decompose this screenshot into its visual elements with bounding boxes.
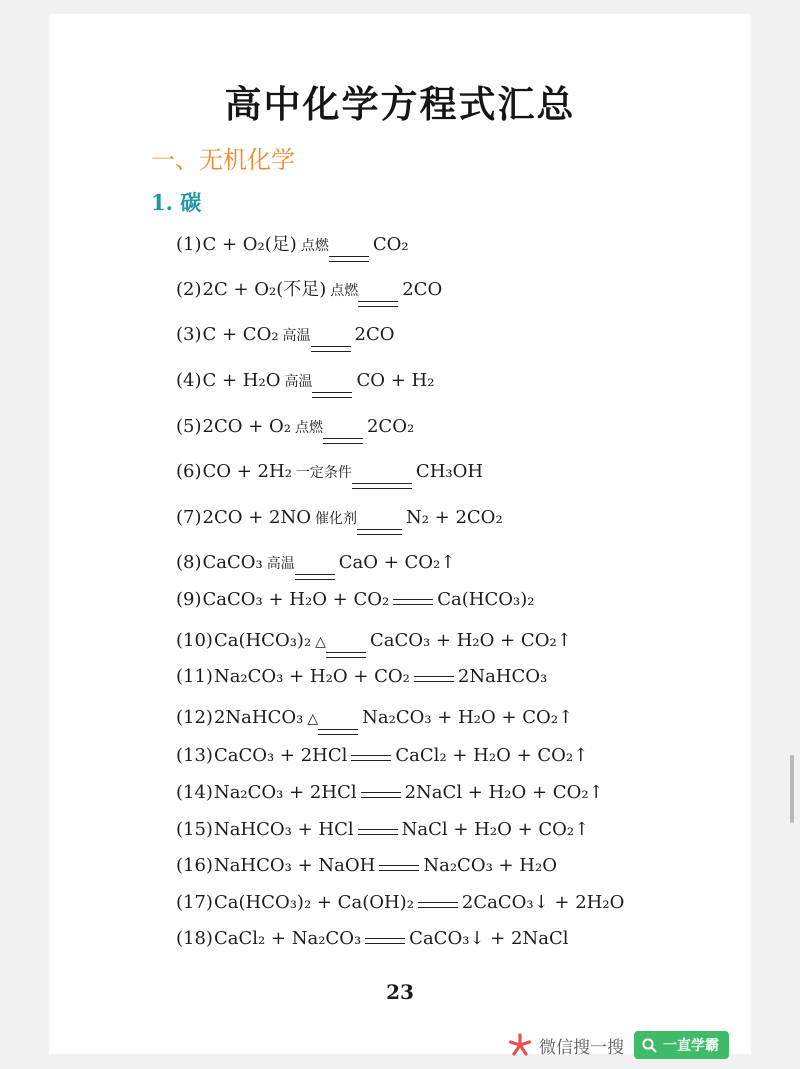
reaction-sign — [267, 549, 335, 577]
equation-row — [176, 663, 547, 691]
equation-number: (6) — [176, 461, 202, 482]
equation-reactants: CO + 2H₂ — [202, 461, 292, 482]
document-page — [49, 14, 751, 1054]
reaction-condition: 点燃 — [330, 283, 359, 299]
reaction-sign — [296, 458, 412, 486]
double-line-sign — [418, 902, 458, 908]
reaction-sign — [307, 704, 358, 732]
reaction-sign — [301, 231, 369, 259]
equation-row — [176, 627, 572, 655]
equation-reactants: NaHCO₃ + NaOH — [213, 855, 376, 876]
equation-reactants: CaCO₃ + H₂O + CO₂ — [202, 589, 390, 610]
equation-number: (1) — [176, 234, 202, 255]
reaction-condition: 催化剂 — [314, 511, 357, 527]
wechat-search-logo-icon — [507, 1032, 533, 1058]
equation-products: Na₂CO₃ + H₂O — [423, 855, 557, 876]
reaction-sign — [315, 504, 402, 532]
equation-row — [176, 925, 569, 953]
double-line-sign — [351, 755, 391, 761]
equation-number: (10) — [176, 630, 213, 651]
equation-number: (4) — [176, 370, 202, 391]
search-account-label: 一直学霸 — [663, 1038, 719, 1054]
double-line-sign — [312, 392, 352, 398]
double-line-sign — [357, 529, 402, 535]
equation-reactants: C + CO₂ — [202, 324, 279, 345]
wechat-search-watermark — [507, 1029, 729, 1061]
equation-reactants: Na₂CO₃ + H₂O + CO₂ — [213, 666, 410, 687]
search-account-button[interactable] — [634, 1031, 729, 1059]
equation-row — [176, 321, 395, 349]
equation-row — [176, 276, 442, 304]
equation-products: CaO + CO₂↑ — [338, 552, 456, 573]
double-line-sign — [352, 483, 412, 489]
equation-row — [176, 704, 573, 732]
equation-products: 2CO — [402, 279, 443, 300]
equation-reactants: CaCl₂ + Na₂CO₃ — [213, 928, 362, 949]
watermark-text: 微信搜一搜 — [539, 1037, 624, 1058]
equation-products: Ca(HCO₃)₂ — [437, 589, 535, 610]
equation-products: 2CaCO₃↓ + 2H₂O — [461, 892, 625, 913]
equation-products: CO + H₂ — [356, 370, 435, 391]
equation-row — [176, 779, 604, 807]
equation-reactants: 2CO + O₂ — [202, 416, 291, 437]
equation-products: NaCl + H₂O + CO₂↑ — [401, 819, 590, 840]
equation-products: CaCO₃↓ + 2NaCl — [409, 928, 569, 949]
reaction-condition: 点燃 — [294, 420, 323, 436]
reaction-condition: 一定条件 — [295, 465, 352, 481]
equation-number: (16) — [176, 855, 213, 876]
equation-reactants: 2C + O₂(不足) — [202, 279, 327, 300]
reaction-sign — [295, 413, 363, 441]
reaction-sign — [330, 276, 398, 304]
equation-number: (5) — [176, 416, 202, 437]
equation-products: CaCO₃ + H₂O + CO₂↑ — [369, 630, 572, 651]
double-line-sign — [295, 574, 335, 580]
equation-products: CaCl₂ + H₂O + CO₂↑ — [395, 745, 589, 766]
section-heading: 一、无机化学 — [151, 146, 295, 174]
reaction-condition: 高温 — [282, 328, 311, 344]
double-line-sign — [326, 652, 366, 658]
search-icon — [642, 1038, 657, 1053]
reaction-sign — [358, 816, 398, 844]
equation-reactants: Na₂CO₃ + 2HCl — [213, 782, 357, 803]
reaction-sign — [351, 742, 391, 770]
reaction-sign — [365, 925, 405, 953]
double-line-sign — [358, 301, 398, 307]
double-line-sign — [393, 599, 433, 605]
equation-products: 2NaHCO₃ — [457, 666, 548, 687]
equation-row — [176, 504, 503, 532]
equation-number: (12) — [176, 707, 213, 728]
equation-row — [176, 549, 455, 577]
equation-reactants: NaHCO₃ + HCl — [213, 819, 354, 840]
equation-products: CO₂ — [372, 234, 409, 255]
reaction-sign — [284, 367, 352, 395]
equation-row — [176, 889, 624, 917]
equation-number: (15) — [176, 819, 213, 840]
equation-row — [176, 367, 434, 395]
double-line-sign — [323, 438, 363, 444]
reaction-condition: 高温 — [266, 556, 295, 572]
double-line-sign — [318, 729, 358, 735]
equation-number: (7) — [176, 507, 202, 528]
equation-row — [176, 586, 534, 614]
equation-products: 2CO — [354, 324, 395, 345]
equation-number: (18) — [176, 928, 213, 949]
equation-products: N₂ + 2CO₂ — [405, 507, 503, 528]
equation-products: 2NaCl + H₂O + CO₂↑ — [404, 782, 604, 803]
equation-products: CH₃OH — [415, 461, 484, 482]
page-title: 高中化学方程式汇总 — [224, 82, 576, 126]
reaction-sign — [361, 779, 401, 807]
equation-row — [176, 816, 589, 844]
equation-row — [176, 413, 414, 441]
subsection-heading: 1. 碳 — [151, 190, 202, 215]
equation-products: 2CO₂ — [366, 416, 415, 437]
reaction-sign — [414, 663, 454, 691]
equation-row — [176, 458, 483, 486]
equation-number: (2) — [176, 279, 202, 300]
equation-reactants: 2NaHCO₃ — [213, 707, 304, 728]
double-line-sign — [358, 829, 398, 835]
equation-reactants: Ca(HCO₃)₂ — [213, 630, 312, 651]
double-line-sign — [311, 346, 351, 352]
equation-number: (11) — [176, 666, 213, 687]
equation-reactants: C + H₂O — [202, 370, 281, 391]
equation-products: Na₂CO₃ + H₂O + CO₂↑ — [362, 707, 574, 728]
double-line-sign — [329, 256, 369, 262]
reaction-sign — [393, 586, 433, 614]
equation-reactants: C + O₂(足) — [202, 234, 297, 255]
page-number: 23 — [386, 980, 414, 1004]
equation-reactants: Ca(HCO₃)₂ + Ca(OH)₂ — [213, 892, 414, 913]
equation-number: (8) — [176, 552, 202, 573]
reaction-sign — [283, 321, 351, 349]
equation-number: (9) — [176, 589, 202, 610]
double-line-sign — [379, 865, 419, 871]
reaction-condition: 点燃 — [300, 238, 329, 254]
equation-number: (14) — [176, 782, 213, 803]
scrollbar[interactable] — [790, 755, 794, 823]
double-line-sign — [414, 676, 454, 682]
reaction-sign — [315, 627, 366, 655]
equation-number: (17) — [176, 892, 213, 913]
equation-reactants: CaCO₃ — [202, 552, 263, 573]
equation-row — [176, 852, 557, 880]
equation-row — [176, 742, 588, 770]
equation-row — [176, 231, 409, 259]
reaction-condition: 高温 — [284, 374, 313, 390]
equation-number: (3) — [176, 324, 202, 345]
reaction-sign — [418, 889, 458, 917]
equation-reactants: CaCO₃ + 2HCl — [213, 745, 348, 766]
reaction-condition: △ — [315, 634, 326, 650]
reaction-condition: △ — [307, 711, 319, 727]
double-line-sign — [361, 792, 401, 798]
reaction-sign — [379, 852, 419, 880]
equation-number: (13) — [176, 745, 213, 766]
double-line-sign — [365, 938, 405, 944]
equation-reactants: 2CO + 2NO — [202, 507, 311, 528]
